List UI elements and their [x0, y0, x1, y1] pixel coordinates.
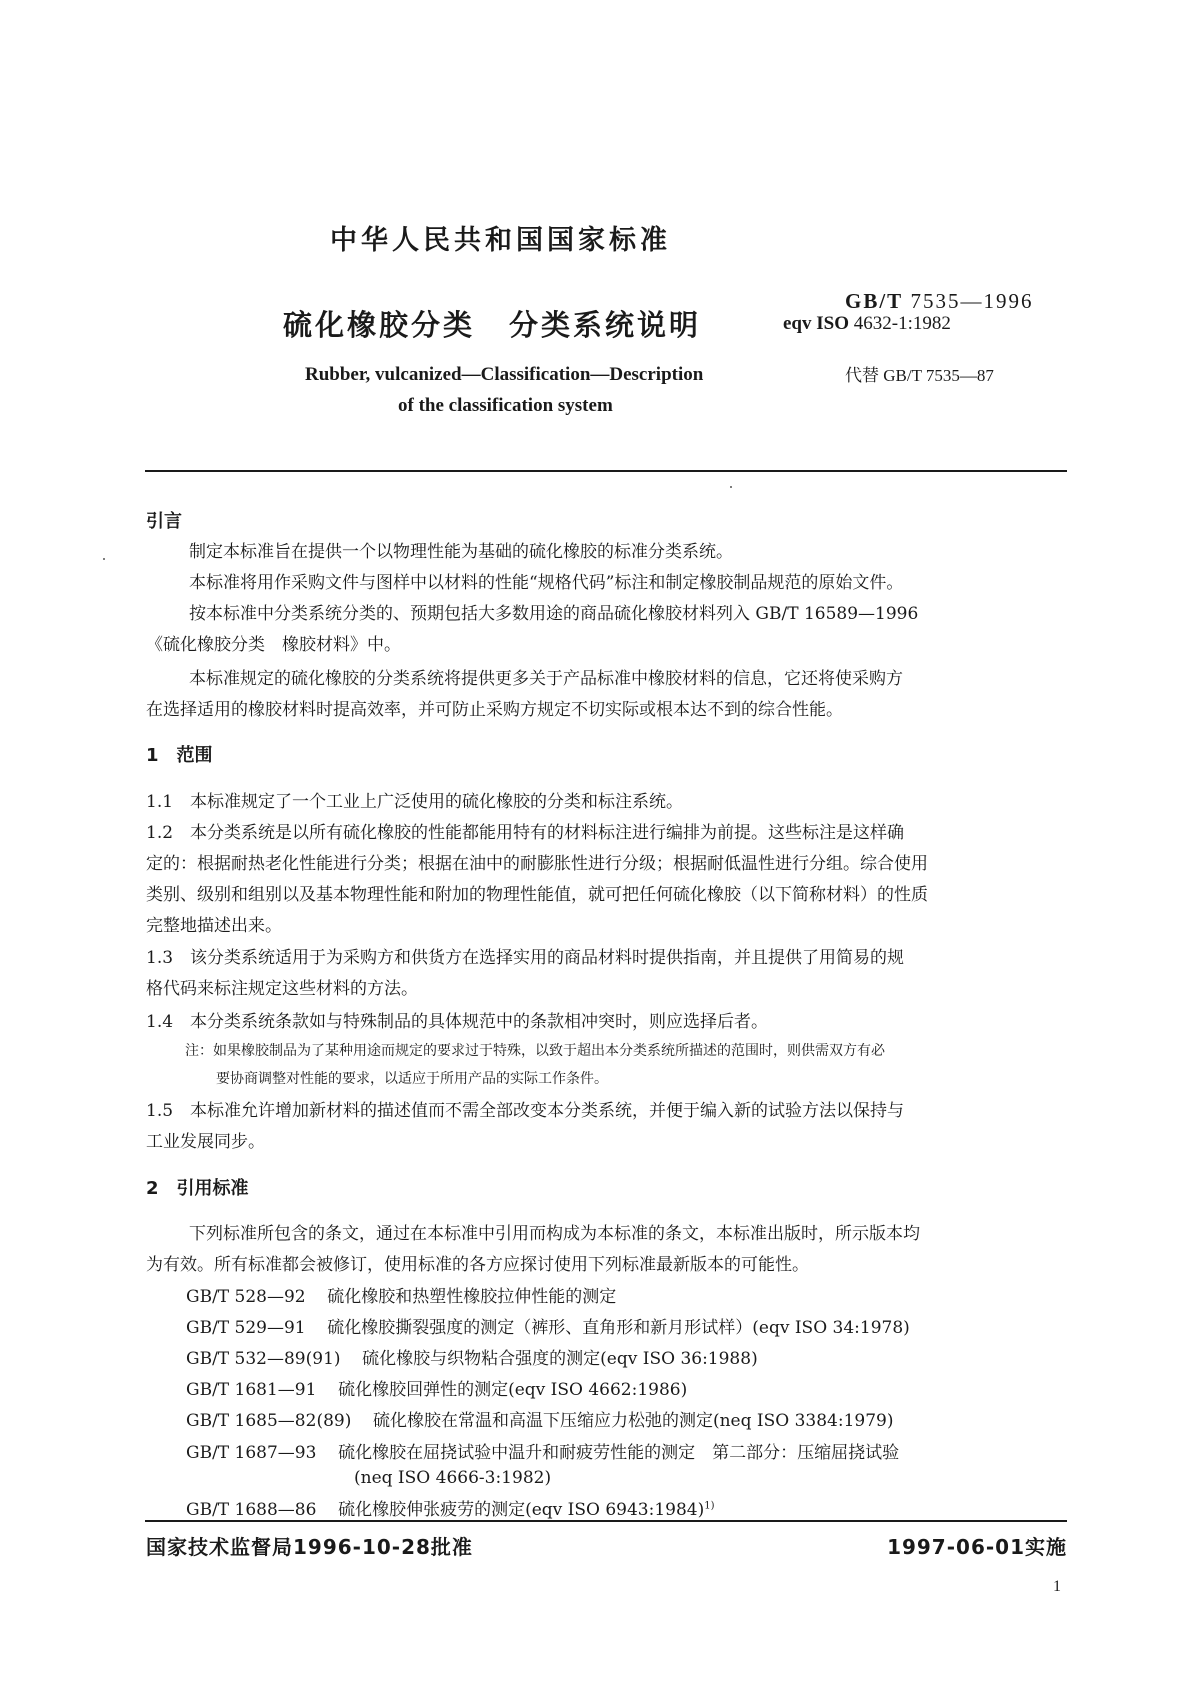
clause-1-5-line1: 1.5 本标准允许增加新材料的描述值而不需全部改变本分类系统，并便于编入新的试验方法以保持与 [146, 1101, 905, 1121]
scope-heading: 1 范围 [146, 745, 213, 766]
reference-item [186, 1495, 715, 1520]
references-intro-line2: 为有效。所有标准都会被修订，使用标准的各方应探讨使用下列标准最新版本的可能性。 [146, 1255, 809, 1275]
clause-1-2-line2: 定的：根据耐热老化性能进行分类；根据在油中的耐膨胀性进行分级；根据耐低温性进行分组。综合使用 [146, 854, 928, 874]
reference-item [186, 1375, 687, 1400]
reference-title: 硫化橡胶与织物粘合强度的测定(eqv ISO 36:1988) [362, 1349, 758, 1369]
reference-item [186, 1282, 616, 1307]
footnote-marker: 1) [704, 1500, 715, 1512]
reference-code: GB/T 1688—86 [186, 1500, 317, 1520]
clause-1-3-line1: 1.3 该分类系统适用于为采购方和供货方在选择实用的商品材料时提供指南，并且提供了用简易的规 [146, 948, 905, 968]
national-standard-heading: 中华人民共和国国家标准 [330, 225, 671, 256]
reference-title: 硫化橡胶在屈挠试验中温升和耐疲劳性能的测定 第二部分：压缩屈挠试验 [338, 1443, 900, 1463]
eqv-label: eqv [783, 313, 812, 334]
reference-title: 硫化橡胶回弹性的测定(eqv ISO 4662:1986) [338, 1380, 688, 1400]
intro-paragraph-1: 制定本标准旨在提供一个以物理性能为基础的硫化橡胶的标准分类系统。 [189, 542, 733, 562]
chinese-title [283, 303, 701, 344]
clause-1-2-line3: 类别、级别和组别以及基本物理性能和附加的物理性能值，就可把任何硫化橡胶（以下简称材料）的性质 [146, 885, 928, 905]
eqv-iso-number: 4632-1:1982 [853, 313, 951, 334]
intro-heading: 引言 [146, 511, 182, 532]
eqv-iso-label: ISO [816, 313, 849, 334]
reference-title: 硫化橡胶和热塑性橡胶拉伸性能的测定 [327, 1287, 617, 1307]
reference-code: GB/T 529—91 [186, 1318, 306, 1338]
footer-divider [145, 1520, 1067, 1522]
reference-code: GB/T 528—92 [186, 1287, 306, 1307]
reference-item [186, 1406, 894, 1431]
note-line1: 注：如果橡胶制品为了某种用途而规定的要求过于特殊，以致于超出本分类系统所描述的范围时，则供需双方有必 [185, 1043, 885, 1059]
clause-1-3-line2: 格代码来标注规定这些材料的方法。 [146, 979, 418, 999]
clause-1-5-line2: 工业发展同步。 [146, 1132, 265, 1152]
scan-speck [103, 558, 105, 560]
approval-line: 国家技术监督局1996-10-28批准 [146, 1535, 473, 1559]
reference-title: 硫化橡胶撕裂强度的测定（裤形、直角形和新月形试样）(eqv ISO 34:1978) [327, 1318, 910, 1338]
standard-prefix: GB/T [845, 289, 904, 313]
chinese-title-part1: 硫化橡胶分类 [283, 308, 476, 342]
implementation-date: 1997-06-01实施 [887, 1535, 1067, 1559]
standard-number [845, 289, 1033, 314]
clause-1-1: 1.1 本标准规定了一个工业上广泛使用的硫化橡胶的分类和标注系统。 [146, 792, 684, 812]
scan-speck [730, 486, 732, 488]
clause-1-2-line4: 完整地描述出来。 [146, 916, 282, 936]
intro-paragraph-3-line2: 《硫化橡胶分类 橡胶材料》中。 [146, 635, 401, 655]
reference-item [186, 1313, 910, 1338]
reference-code: GB/T 1687—93 [186, 1443, 317, 1463]
replaces-note: 代替 GB/T 7535—87 [845, 366, 994, 385]
reference-item [186, 1438, 899, 1463]
reference-item [186, 1344, 758, 1369]
chinese-title-part2: 分类系统说明 [509, 308, 702, 342]
intro-paragraph-2: 本标准将用作采购文件与图样中以材料的性能“规格代码”标注和制定橡胶制品规范的原始文件。 [189, 573, 904, 593]
clause-1-4: 1.4 本分类系统条款如与特殊制品的具体规范中的条款相冲突时，则应选择后者。 [146, 1012, 769, 1032]
references-intro-line1: 下列标准所包含的条文，通过在本标准中引用而构成为本标准的条文，本标准出版时，所示版本均 [189, 1224, 920, 1244]
page-number: 1 [1053, 1578, 1061, 1595]
intro-paragraph-3-line1: 按本标准中分类系统分类的、预期包括大多数用途的商品硫化橡胶材料列入 GB/T 16589—1996 [189, 604, 919, 624]
header-divider [145, 470, 1067, 472]
references-heading: 2 引用标准 [146, 1178, 249, 1199]
reference-title: 硫化橡胶在常温和高温下压缩应力松弛的测定(neq ISO 3384:1979) [372, 1411, 894, 1431]
note-line2: 要协商调整对性能的要求，以适应于所用产品的实际工作条件。 [216, 1071, 608, 1087]
reference-code: GB/T 1681—91 [186, 1380, 317, 1400]
reference-item-continuation: (neq ISO 4666-3:1982) [354, 1468, 552, 1488]
intro-paragraph-4-line2: 在选择适用的橡胶材料时提高效率，并可防止采购方规定不切实际或根本达不到的综合性能。 [146, 700, 843, 720]
clause-1-2-line1: 1.2 本分类系统是以所有硫化橡胶的性能都能用特有的材料标注进行编排为前提。这些标注是这样确 [146, 823, 905, 843]
equivalent-standard [783, 313, 951, 335]
intro-paragraph-4-line1: 本标准规定的硫化橡胶的分类系统将提供更多关于产品标准中橡胶材料的信息，它还将使采购方 [189, 669, 903, 689]
standard-code: 7535—1996 [910, 289, 1034, 313]
english-title-line2: of the classification system [398, 395, 613, 416]
reference-title: 硫化橡胶伸张疲劳的测定(eqv ISO 6943:1984) [338, 1500, 705, 1520]
reference-code: GB/T 1685—82(89) [186, 1411, 352, 1431]
english-title-line1: Rubber, vulcanized—Classification—Description [305, 364, 704, 385]
reference-code: GB/T 532—89(91) [186, 1349, 341, 1369]
